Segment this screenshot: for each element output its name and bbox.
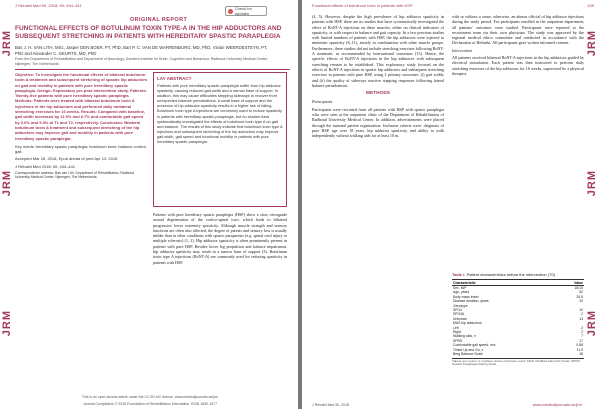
table-cell-value: 52	[579, 290, 583, 295]
body-text: with or without a cause, otherwise, an almost official of hip adductor injections during the study period. For participants enrolled in the outpatient department, all patients' outcomes were studied. Participants were reported to the recruitment team via their own physician. The study was approved by the regional medical ethics committee and conducted in accordance with the Declaration of Helsinki. All participants gave written informed consent.	[452, 14, 584, 46]
table-cell-label: SPG4	[453, 308, 463, 313]
table-header: Characteristic	[452, 280, 558, 286]
table-cell-label: Body mass index	[453, 294, 479, 299]
body-text: Participants were recruited from all patients with HSP with spastic paraplegia who were seen at the outpatient clinic of the Department of Rehabilitation of Radboud University Medical Center. In addition, advertisements were placed through the national patient organization. Inclusion criteria were: diagnosis of pure HSP, age over 18 years, hip adductor spasticity, and ability to walk independently without walking aids for at least 10 m.	[312, 106, 444, 139]
accepted-date: Accepted Mar 26, 2018; Epub ahead of print Apr 13, 2018	[15, 156, 118, 162]
table-cell-label: Sex, M/F	[453, 286, 467, 290]
correspondence: Correspondence address: Bas van Lith, Department of Rehabilitation, Radboud University Medical Center, Nijmegen, The Netherlands.	[15, 171, 135, 180]
table-cell-label: SPRS	[453, 338, 463, 343]
table-cell-label: Genotype	[453, 303, 468, 308]
table-cell-value: 2	[581, 312, 583, 317]
journal-side-label: JRM	[586, 30, 598, 57]
characteristics-table	[452, 272, 584, 367]
running-head: J Rehabil Med 50, 2018; 50: 434–441	[15, 3, 82, 8]
table-cell-value: 15/10	[574, 286, 583, 290]
journal-side-label: JRM	[586, 310, 598, 337]
left-page	[0, 0, 298, 409]
table-cell-value: 10	[579, 308, 583, 313]
journal-footer: J Rehabil Med 50, 2018	[312, 403, 349, 407]
table-cell-label: Walking aids, n	[453, 334, 476, 339]
journal-side-label: JRM	[1, 170, 13, 197]
check-updates-button[interactable]	[225, 6, 267, 16]
table-cell-label: Disease duration, years	[453, 299, 489, 304]
table-cell-label: SPG3A	[453, 312, 465, 317]
table-cell-value: 2	[581, 330, 583, 335]
subsection-heading: Intervention	[452, 47, 473, 53]
journal-side-label: JRM	[1, 30, 13, 57]
table-note: Values are means or medians unless otherwise noted. MAS: Modified Ashworth Scale; SPRS: Spastic Paraplegia Rating Scale.	[452, 358, 584, 368]
section-heading: METHODS	[366, 91, 390, 97]
body-column	[153, 212, 287, 392]
table-cell-value: 11.9	[576, 347, 583, 352]
body-column-1	[312, 14, 444, 394]
update-icon	[228, 9, 233, 14]
table-cell-value: 2	[581, 325, 583, 330]
table	[452, 279, 584, 357]
table-label: Table I.	[452, 272, 466, 277]
table-header: Value	[558, 280, 584, 286]
table-caption	[452, 272, 584, 277]
abstract	[15, 72, 148, 180]
article-title: FUNCTIONAL EFFECTS OF BOTULINUM TOXIN TYPE-A IN THE HIP ADDUCTORS AND SUBSEQUENT STRETCHING IN PATIENTS WITH HEREDITARY SPASTIC PARAPLEGIA	[15, 25, 282, 40]
body-text: (4, 5). However, despite the high prevalence of hip adductor spasticity in patients with HSP, there are no studies that have systematically investigated the effect of BoNT-A injections on these muscles, either on clinical indicators of spasticity, or with respect to balance and gait capacity. In a few previous studies with limited numbers of patients with HSP, the hip adductors were injected to minimize spasticity (6–11), mostly in combination with other muscle groups. Furthermore, these studies did not include stretching exercises following BoNT-A treatment, as recommended by international consensus (15). Hence, the specific effects of BoNT-A injections in the hip adductors with subsequent stretching remain to be established. This exploratory study focused on the effects of BoNT-A injections in spastic hip adductors and subsequent stretching exercises in patients with pure HSP, using 2 primary outcomes: (i) gait width; and (ii) the quality of sideways reactive stepping responses following lateral balance perturbations.	[312, 14, 444, 88]
table-cell-label: MAS hip adductors	[453, 321, 482, 326]
table-cell-value: 13	[579, 316, 583, 321]
authors: Bas J. H. VAN LITH, MSc, Jasper DEN BOER, PT, PhD, Bart P. C. VAN DE WARRENBURG, MD, PhD, Vivian WEERDESTEYN, PT, PhD and Alexander C. GEURTS, MD, PhD	[15, 45, 268, 56]
running-head: Functional effects of botulinum toxin in patients with HSP	[312, 3, 413, 8]
journal-side-label: JRM	[1, 310, 13, 337]
journal-side-label: JRM	[586, 170, 598, 197]
divider	[15, 69, 290, 70]
copyright-footer: Journal Compilation © 2018 Foundation of Rehabilitation Information. ISSN 1650-1977	[82, 402, 218, 406]
table-cell-label: Age, years	[453, 290, 470, 295]
article-type: ORIGINAL REPORT	[130, 17, 188, 23]
table-cell-value: 48	[579, 352, 583, 357]
table-cell-label: Timed Up and Go, s	[453, 347, 484, 352]
table-cell-value: 20	[579, 299, 583, 304]
license-footer: This is an open access article under the CC BY-NC license. www.medicaljournals.se/jrm	[81, 395, 219, 399]
body-text: Patients with pure hereditary spastic paraplegia (HSP) show a slow, retrograde axonal degeneration of the cortico-spinal tract, which leads to bilateral progressive lower extremity spasticity. Although muscle strength and sensory functions are often also affected, the degree of paresis and sensory loss is usually milder than in other conditions with spastic paraparesis (e.g. spinal cord injury or multiple sclerosis) (1, 2). Hip adductor spasticity is often prominently present in patients with pure HSP. Besides lower leg propulsion and balance impairment, hip adductor spasticity may result in a narrow base of support (3). Botulinum toxin type A injections (BoNT-A) are commonly used for reducing spasticity in patients with HSP.	[153, 212, 287, 265]
citation: J Rehabil Med 2018; 50: 434–441	[15, 163, 76, 169]
table-cell-label: Unknown	[453, 316, 468, 321]
table-title: Patient characteristics before the intervention (T0)	[466, 272, 556, 277]
table-cell-label: Right	[453, 330, 461, 335]
table-cell-value: 0.88	[576, 343, 583, 348]
table-cell-label: Left	[453, 325, 459, 330]
lay-abstract-box	[153, 72, 287, 207]
body-column-2	[452, 14, 584, 272]
table-cell-label: Berg Balance Scale	[453, 352, 483, 357]
journal-url: www.medicaljournals.se/jrm	[532, 402, 582, 407]
page-number: 435	[587, 3, 594, 8]
table-row	[452, 352, 584, 356]
right-page	[302, 0, 600, 409]
table-cell-value: 25.5	[576, 294, 583, 299]
subsection-heading: Participants	[312, 99, 333, 105]
affiliation: From the Department of Rehabilitation and Department of Neurology, Donders Institute for Brain, Cognition and Behaviour, Radboud University Medical Center, Nijmegen, The Netherlands	[15, 57, 269, 66]
lay-abstract-text: Patients with pure hereditary spastic paraplegia suffer from hip adductor spasticity, causing reduced gait width and a narrow base of support. In addition, this may cause difficulties stepping sideways to recover from unexpected balance perturbations. A small base of support and the presence of hip adductor spasticity results in a higher risk of falling. Botulinum toxin type A injections are commonly used to reduce spasticity in patients with hereditary spastic paraplegia, but no studies have systematically investigated the effects of botulinum toxin type A on gait and balance. The results of this study indicate that botulinum toxin type A injections and subsequent stretching of the hip adductors may improve gait width, gait speed and functional mobility in patients with pure hereditary spastic paraplegia.	[157, 83, 283, 145]
table-cell-label: Comfortable gait speed, m/s	[453, 343, 496, 348]
table-cell-value: 17	[579, 338, 583, 343]
check-updates-label: Check for updates	[234, 6, 252, 16]
table-cell-value: 7	[581, 334, 583, 339]
abstract-text: Objective: To investigate the functional effects of bilateral botulinum toxin A treatment and subsequent stretching of spastic hip adductors on gait and mobility in patients with pure hereditary spastic paraplegia. Design: Exploratory pre-post intervention study. Patients: Twenty-five patients with pure hereditary spastic paraplegia. Methods: Patients were treated with bilateral botulinum toxin A injections in the hip adductors and performed daily unilateral stretching exercises for 16 weeks. Results: Compared with baseline, gait width increased by 11.9% and 6.7% and comfortable gait speed by 3.6% and 5.3% at T1 and T2, respectively. Conclusion: Bilateral botulinum toxin A treatment and subsequent stretching of the hip adductors may improve gait and mobility in patients with pure hereditary spastic paraplegia.	[15, 72, 148, 141]
keywords: Key words: hereditary spastic paraplegia; botulinum toxin; balance control; gait.	[15, 143, 147, 155]
lay-abstract-heading: LAY ABSTRACT	[157, 76, 192, 81]
body-text: All patients received bilateral BoNT-A injections in the hip adductors guided by electrical stimulation. Each patient was then instructed to perform daily stretching exercises of the hip adductors for 16 weeks, supervised by a physical therapist.	[452, 55, 584, 76]
